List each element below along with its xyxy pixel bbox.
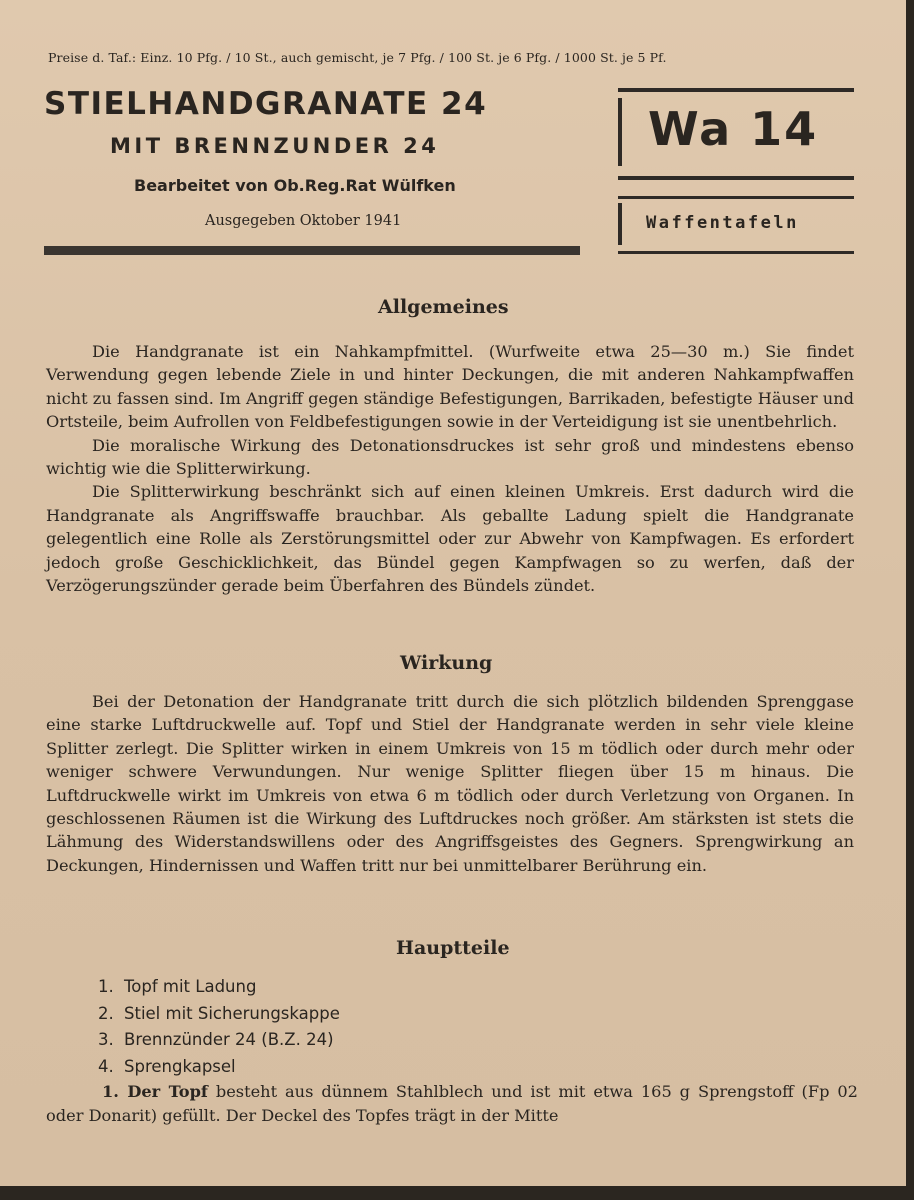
paragraph: Bei der Detonation der Handgranate tritt durch die sich plötzlich bildenden Sprenggase eine starke Luftdruckwelle auf. Topf und Stiel der Handgranate werden in sehr viele kleine Splitter zerlegt. Die Splitter wirken in einem Umkreis von 15 m tödlich oder durch mehr oder weniger schwere Verwundungen. Nur wenige Splitter fliegen über 15 m hinaus. Die Luftdruckwelle wirkt im Umkreis von etwa 6 m tödlich oder durch Verletzung von Organen. In geschlossenen Räumen ist die Wirkung des Luftdruckes noch größer. Am stärksten ist stets die Lähmung des Widerstandswillens oder des Angriffsgeistes des Gegners. Sprengwirkung an Deckungen, Hindernissen und Waffen tritt nur bei unmittelbarer Berührung ein. (46, 692, 854, 875)
document-title: STIELHANDGRANATE 24 (44, 86, 488, 122)
list-item (98, 1054, 340, 1081)
series-box (618, 196, 854, 254)
code-box-bar (618, 98, 622, 166)
list-item-text: Sprengkapsel (124, 1056, 236, 1076)
list-item-text: Stiel mit Sicherungskappe (124, 1003, 340, 1023)
list-item (98, 974, 340, 1001)
section-title-hauptteile: Hauptteile (396, 937, 510, 959)
list-item-text: Brennzünder 24 (B.Z. 24) (124, 1030, 334, 1049)
topf-text: besteht aus dünnem Stahlblech und ist mit etwa 165 g Sprengstoff (Fp 02 oder Donarit) gefüllt. Der Deckel des Topfes trägt in der Mitte (46, 1082, 858, 1125)
section-title-allgemeines: Allgemeines (378, 296, 509, 318)
document-code: Wa 14 (648, 102, 819, 156)
price-line: Preise d. Taf.: Einz. 10 Pfg. / 10 St., auch gemischt, je 7 Pfg. / 100 St. je 6 Pfg. / 1000 St. je 5 Pf. (48, 50, 667, 65)
list-item-number: 3. (98, 1030, 114, 1049)
topf-paragraph (46, 1080, 858, 1128)
series-box-bar (618, 203, 622, 245)
list-item-number: 4. (98, 1056, 114, 1076)
parts-list (98, 974, 340, 1080)
section-body-allgemeines (46, 340, 854, 597)
issue-date: Ausgegeben Oktober 1941 (205, 213, 402, 229)
paragraph (46, 1080, 858, 1128)
code-box (618, 88, 854, 180)
series-label: Waffentafeln (646, 213, 799, 233)
paragraph: Die Handgranate ist ein Nahkampfmittel. (Wurfweite etwa 25—30 m.) Sie findet Verwendung gegen lebende Ziele in und hinter Deckungen, die mit anderen Nahkampfwaffen nicht zu fassen sind. Im Angriff gegen ständige Befestigungen, Barrikaden, befestigte Häuser und Ortsteile, beim Aufrollen von Feldbefestigungen sowie in der Verteidigung ist sie unentbehrlich. (46, 342, 854, 432)
title-divider (44, 246, 580, 255)
list-item-text: Topf mit Ladung (124, 977, 257, 996)
section-body-wirkung (46, 690, 854, 877)
document-subtitle: MIT BRENNZUNDER 24 (110, 134, 440, 158)
paragraph: Die moralische Wirkung des Detonationsdruckes ist sehr groß und mindestens ebenso wichtig wie die Splitterwirkung. (46, 435, 854, 479)
list-item (98, 1027, 340, 1054)
author-line: Bearbeitet von Ob.Reg.Rat Wülfken (134, 176, 456, 195)
section-title-wirkung: Wirkung (400, 652, 493, 674)
list-item (98, 1001, 340, 1028)
list-item-number: 2. (98, 1003, 114, 1023)
topf-lead: 1. Der Topf (102, 1082, 208, 1101)
list-item-number: 1. (98, 977, 114, 996)
paragraph: Die Splitterwirkung beschränkt sich auf einen kleinen Umkreis. Erst dadurch wird die Handgranate als Angriffswaffe brauchbar. Als geballte Ladung spielt die Handgranate gelegentlich eine Rolle als Zerstörungsmittel oder zur Abwehr von Kampfwagen. Es erfordert jedoch große Geschicklichkeit, das Bündel gegen Kampfwagen so zu werfen, daß der Verzögerungszünder gerade beim Überfahren des Bündels zündet. (46, 482, 854, 596)
